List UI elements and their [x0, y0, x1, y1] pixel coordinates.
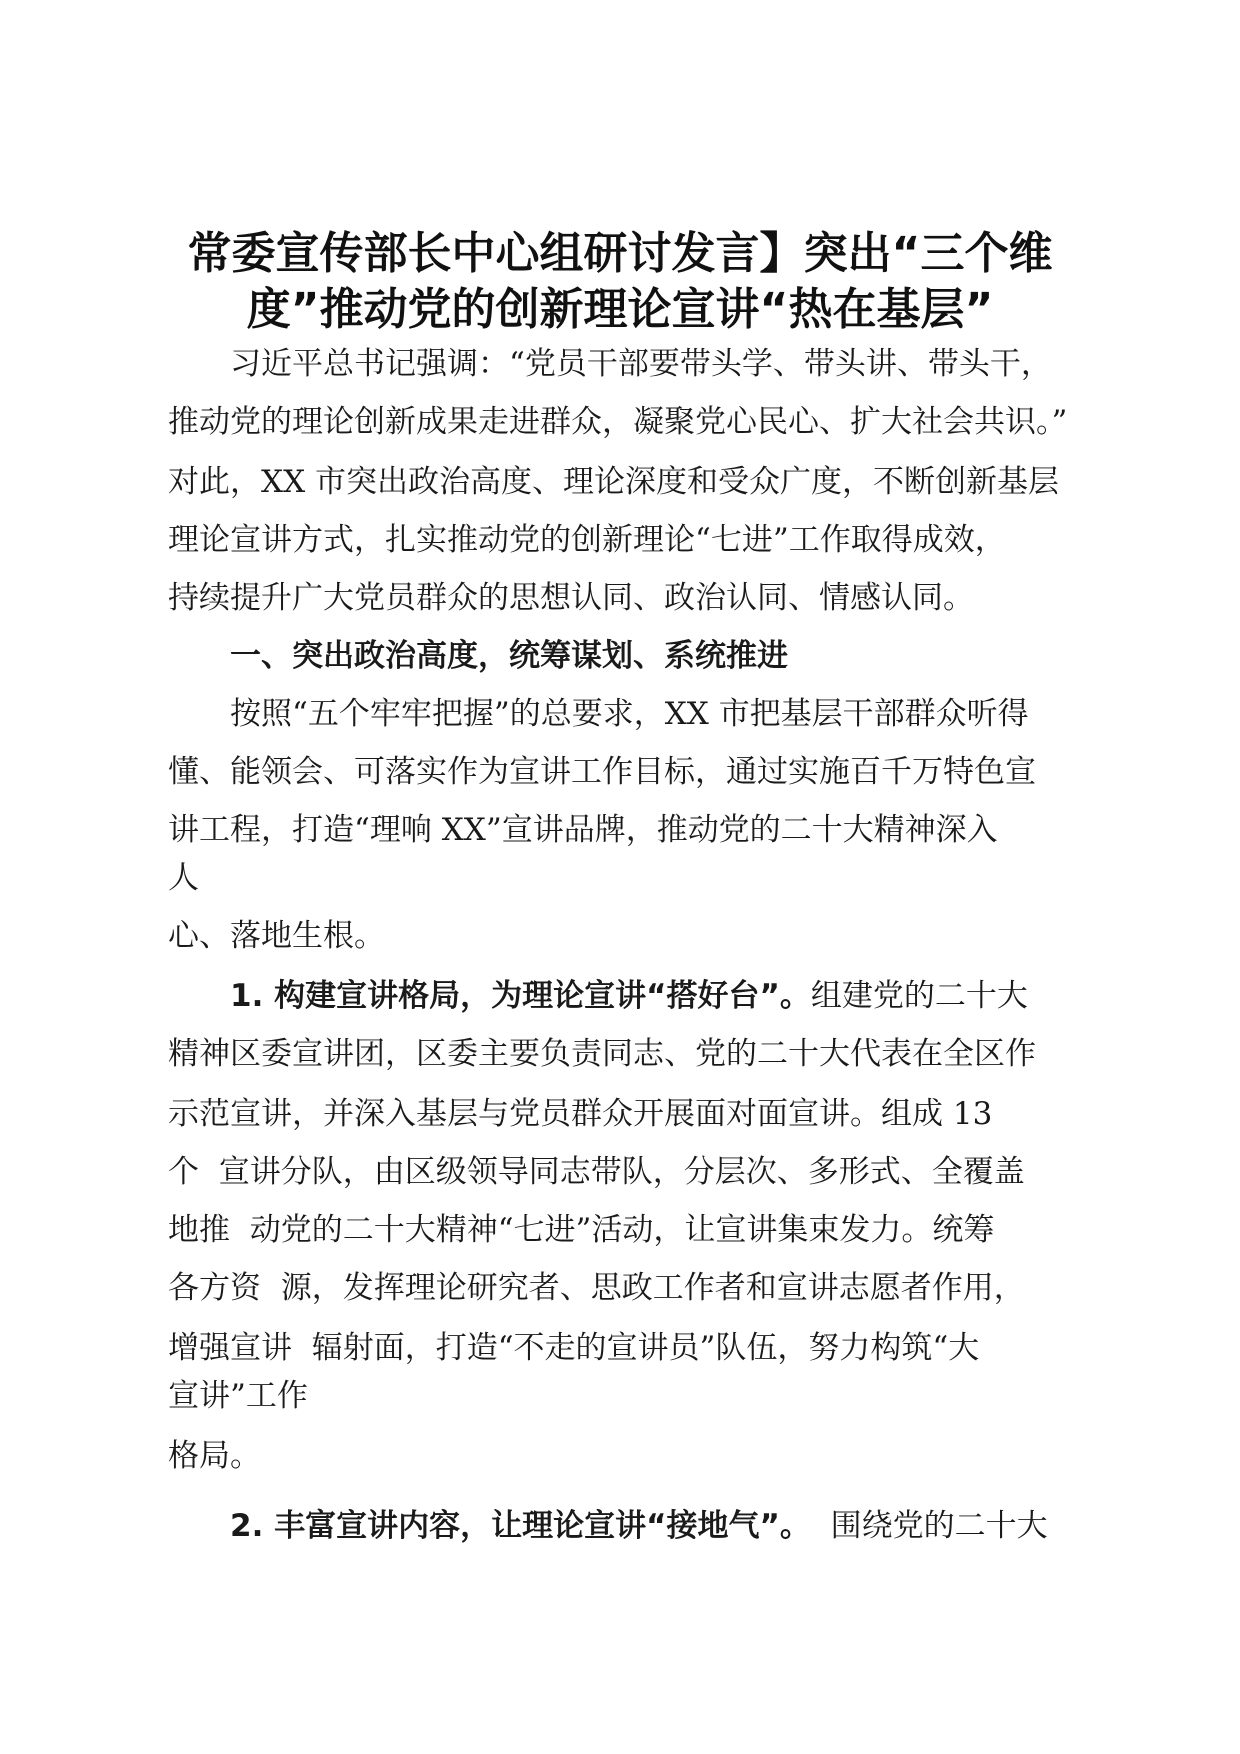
- item-1-first-line-text: 组建党的二十大: [810, 978, 1028, 1014]
- document-title-line-1: 常委宣传部长中心组研讨发言】突出“三个维: [187, 228, 1053, 279]
- item-1-line: 地推 动党的二十大精神“七进”活动，让宣讲集束发力。统筹: [168, 1212, 995, 1248]
- intro-line: 持续提升广大党员群众的思想认同、政治认同、情感认同。: [168, 580, 974, 616]
- document-title-line-2: 度”推动党的创新理论宣讲“热在基层”: [246, 284, 994, 335]
- section-paragraph-line: 懂、能领会、可落实作为宣讲工作目标，通过实施百千万特色宣: [168, 754, 1036, 790]
- item-1-line: 个 宣讲分队，由区级领导同志带队，分层次、多形式、全覆盖: [168, 1154, 1025, 1190]
- intro-line: 理论宣讲方式，扎实推动党的创新理论“七进”工作取得成效，: [168, 522, 1006, 558]
- section-heading: 一、突出政治高度，统筹谋划、系统推进: [230, 638, 788, 674]
- item-1-line: 精神区委宣讲团，区委主要负责同志、党的二十大代表在全区作: [168, 1036, 1036, 1072]
- item-1-first-line: [230, 976, 1028, 1016]
- item-1-line: 宣讲”工作: [168, 1378, 308, 1414]
- intro-line: 推动党的理论创新成果走进群众，凝聚党心民心、扩大社会共识。”: [168, 404, 1068, 440]
- item-1-heading: 1. 构建宣讲格局，为理论宣讲“搭好台”。: [230, 978, 811, 1014]
- item-2-first-line-text: 围绕党的二十大: [810, 1508, 1048, 1544]
- item-1-line: 示范宣讲，并深入基层与党员群众开展面对面宣讲。组成 13: [168, 1096, 993, 1132]
- intro-line: 对此，XX 市突出政治高度、理论深度和受众广度，不断创新基层: [168, 464, 1059, 500]
- section-paragraph-line: 人: [168, 860, 199, 896]
- item-1-line: 增强宣讲 辐射面，打造“不走的宣讲员”队伍，努力构筑“大: [168, 1330, 980, 1366]
- item-2-heading: 2. 丰富宣讲内容，让理论宣讲“接地气”。: [230, 1508, 811, 1544]
- intro-line: 习近平总书记强调：“党员干部要带头学、带头讲、带头干，: [230, 346, 1052, 382]
- item-1-line: 各方资 源，发挥理论研究者、思政工作者和宣讲志愿者作用，: [168, 1270, 1025, 1306]
- section-paragraph-line: 讲工程，打造“理响 XX”宣讲品牌，推动党的二十大精神深入: [168, 812, 998, 848]
- section-paragraph-line: 按照“五个牢牢把握”的总要求，XX 市把基层干部群众听得: [230, 696, 1029, 732]
- item-2-first-line: [230, 1506, 1048, 1546]
- section-paragraph-line: 心、落地生根。: [168, 918, 385, 954]
- item-1-line: 格局。: [168, 1438, 261, 1474]
